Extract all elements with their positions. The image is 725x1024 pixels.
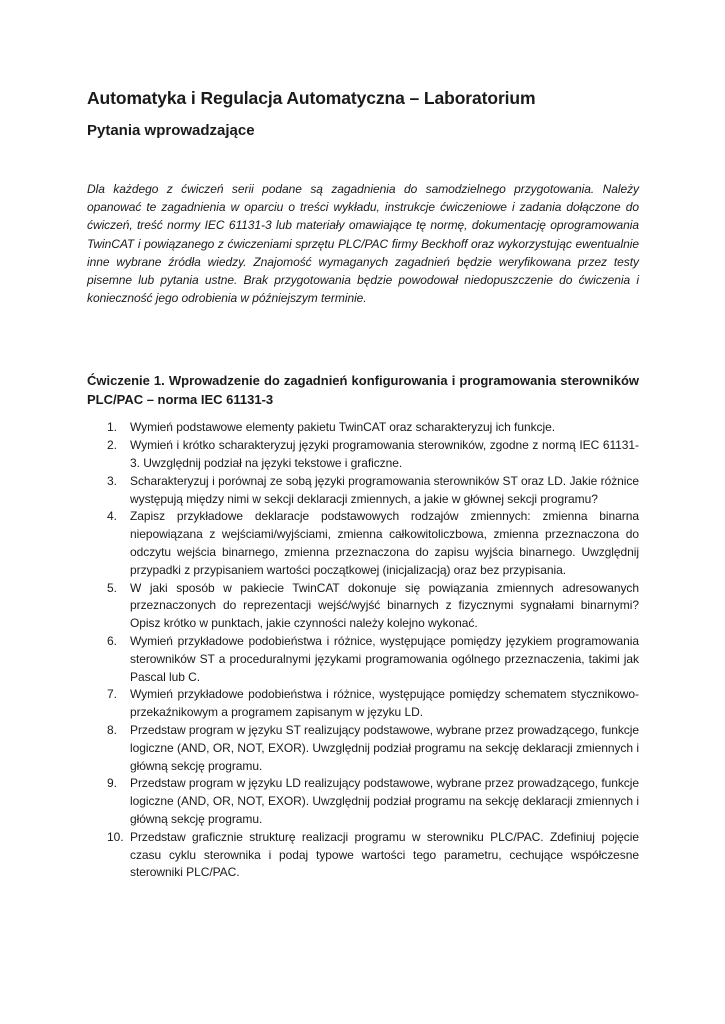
document-title: Automatyka i Regulacja Automatyczna – Laboratorium [87,88,536,108]
item-number: 5. [107,580,117,595]
item-text: Przedstaw program w języku LD realizujący podstawowe, wybrane przez prowadzącego, funkcje logiczne (AND, OR, NOT, EXOR). Uwzględnij podział programu na sekcję deklaracji zmiennych i główną sekcję programu. [130,776,639,826]
item-text: Wymień przykładowe podobieństwa i różnice, występujące pomiędzy schematem stycznikowo-przekaźnikowym a programem zapisanym w języku LD. [130,687,639,720]
section-title: Ćwiczenie 1. Wprowadzenie do zagadnień konfigurowania i programowania sterowników PLC/PAC – norma IEC 61131-3 [87,373,639,408]
list-item [87,775,639,828]
item-number: 10. [107,829,124,844]
item-number: 1. [107,420,117,435]
intro-paragraph: Dla każdego z ćwiczeń serii podane są zagadnienia do samodzielnego przygotowania. Należy opanować te zagadnienia w oparciu o treści wykładu, instrukcje ćwiczeniowe i zadania dołączone do ćwiczeń, treść normy IEC 61131-3 lub materiały omawiające tę normę, dokumentację oprogramowania TwinCAT i powiązanego z ćwiczeniami sprzętu PLC/PAC firmy Beckhoff oraz wykorzystując ewentualnie inne wybrane źródła wiedzy. Znajomość wymaganych zagadnień będzie weryfikowana przez testy pisemne lub pytania ustne. Brak przygotowania będzie powodował niedopuszczenie do ćwiczenia i konieczność jego odrobienia w późniejszym terminie. [87,182,639,306]
list-item [87,722,639,775]
document-subtitle: Pytania wprowadzające [87,122,255,139]
item-number: 3. [107,473,117,488]
questions-list [87,419,639,882]
item-text: Wymień i krótko scharakteryzuj języki programowania sterowników, zgodne z normą IEC 61131-3. Uwzględnij podział na języki tekstowe i graficzne. [130,438,639,471]
document-page [87,86,639,882]
item-text: Wymień podstawowe elementy pakietu TwinCAT oraz scharakteryzuj ich funkcje. [130,420,555,435]
list-item [87,580,639,633]
list-item [87,473,639,509]
item-number: 7. [107,687,117,702]
list-item [87,633,639,686]
item-text: Scharakteryzuj i porównaj ze sobą języki programowania sterowników ST oraz LD. Jakie różnice występują między nimi w sekcji deklaracji zmiennych, a jakie w głównej sekcji programu? [130,473,639,506]
list-item [87,686,639,722]
list-item [87,508,639,579]
item-text: Zapisz przykładowe deklaracje podstawowych rodzajów zmiennych: zmienna binarna niepowiązana z wejściami/wyjściami, zmienna całkowitoliczbowa, zmienna przeznaczona do odczytu wejścia binarnego, zmienna przeznaczona do zapisu wyjścia binarnego. Uwzględnij przypadki z przypisaniem wartości początkowej (inicjalizacją) oraz bez przypisania. [130,509,639,577]
item-text: W jaki sposób w pakiecie TwinCAT dokonuje się powiązania zmiennych adresowanych przeznaczonych do reprezentacji wejść/wyjść binarnych z fizycznymi sygnałami binarnymi? Opisz krótko w punktach, jakie czynności należy kolejno wykonać. [130,580,639,631]
item-number: 2. [107,438,117,453]
item-number: 6. [107,633,117,648]
item-number: 4. [107,509,117,524]
item-text: Przedstaw program w języku ST realizujący podstawowe, wybrane przez prowadzącego, funkcje logiczne (AND, OR, NOT, EXOR). Uwzględnij podział programu na sekcję deklaracji zmiennych i główną sekcję programu. [130,722,639,773]
item-number: 9. [107,776,117,791]
list-item [87,437,639,473]
list-item [87,829,639,882]
list-item [87,419,639,437]
item-text: Wymień przykładowe podobieństwa i różnice, występujące pomiędzy językiem programowania sterowników ST a proceduralnymi językami programowania ogólnego przeznaczenia, takimi jak Pascal lub C. [130,633,639,684]
item-text: Przedstaw graficznie strukturę realizacji programu w sterowniku PLC/PAC. Zdefiniuj pojęcie czasu cyklu sterownika i podaj typowe wartości tego parametru, cechujące współczesne sterowniki PLC/PAC. [130,829,639,880]
item-number: 8. [107,722,117,737]
